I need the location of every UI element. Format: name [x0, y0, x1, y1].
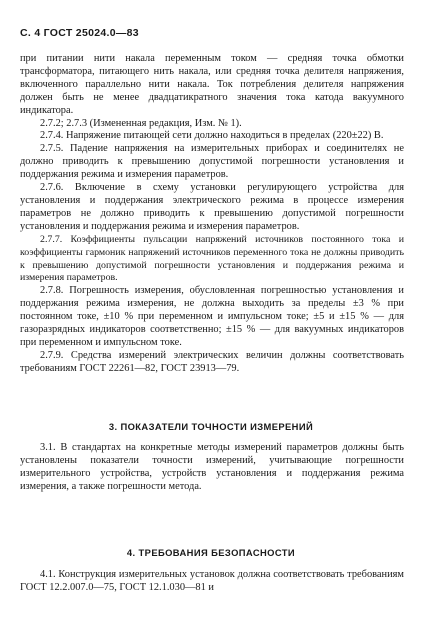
section-4-title: 4. ТРЕБОВАНИЯ БЕЗОПАСНОСТИ	[126, 547, 296, 558]
paragraph: при питании нити накала переменным током — средняя точка обмотки трансформатора, питающего нить накала, или средняя точка делителя напряжения, включенного параллельно нити накала. Ток потребления делителя напряжения должен быть не менее двадцатикратного значения тока катода вакуумного индикатора.	[20, 53, 404, 116]
paragraph: 2.7.4. Напряжение питающей сети должно находиться в пределах (220±22) В.	[40, 130, 384, 142]
section-3-title: 3. ПОКАЗАТЕЛИ ТОЧНОСТИ ИЗМЕРЕНИЙ	[108, 421, 314, 432]
section-2-7-text	[20, 53, 404, 376]
paragraph: 2.7.7. Коэффициенты пульсации напряжений источников постоянного тока и коэффициенты гармоник напряжений источников переменного тока не должны приводить к превышению допустимой погрешности установления и поддержания режима и измерения параметров.	[20, 233, 404, 284]
paragraph-4-1: 4.1. Конструкция измерительных установок должна соответствовать требованиям ГОСТ 12.2.007.0—75, ГОСТ 12.1.030—81 и	[20, 569, 404, 593]
paragraph: 2.7.8. Погрешность измерения, обусловленная погрешностью установления и поддержания режима измерения, не должна выходить за пределы ±3 % при постоянном токе, ±10 % при переменном и импульсном токе; ±5 и ±15 % — для газоразрядных индикаторов соответственно; ±15 % — для вакуумных индикаторов при переменном и импульсном токе.	[20, 285, 404, 348]
paragraph: 2.7.5. Падение напряжения на измерительных приборах и соединителях не должно приводить к превышению допустимой погрешности установления и поддержания режима и измерения параметров.	[20, 143, 404, 181]
paragraph: 2.7.6. Включение в схему установки регулирующего устройства для установления и поддержания электрического режима в процессе измерения параметров не должно приводить к превышению допустимой погрешности установления и поддержания режима и измерения параметров.	[20, 182, 404, 232]
section-4-text	[20, 568, 404, 594]
section-3-text	[20, 441, 404, 493]
paragraph-3-1: 3.1. В стандартах на конкретные методы измерений параметров должны быть установлены показатели точности измерений, учитывающие погрешности измерительного устройства, устройств установления и поддержания режима измерения, а также погрешности метода.	[20, 442, 404, 492]
paragraph: 2.7.9. Средства измерений электрических величин должны соответствовать требованиям ГОСТ 22261—82, ГОСТ 23913—79.	[20, 349, 404, 374]
paragraph: 2.7.2; 2.7.3 (Измененная редакция, Изм. № 1).	[40, 117, 242, 129]
page-header: С. 4 ГОСТ 25024.0—83	[20, 27, 139, 39]
